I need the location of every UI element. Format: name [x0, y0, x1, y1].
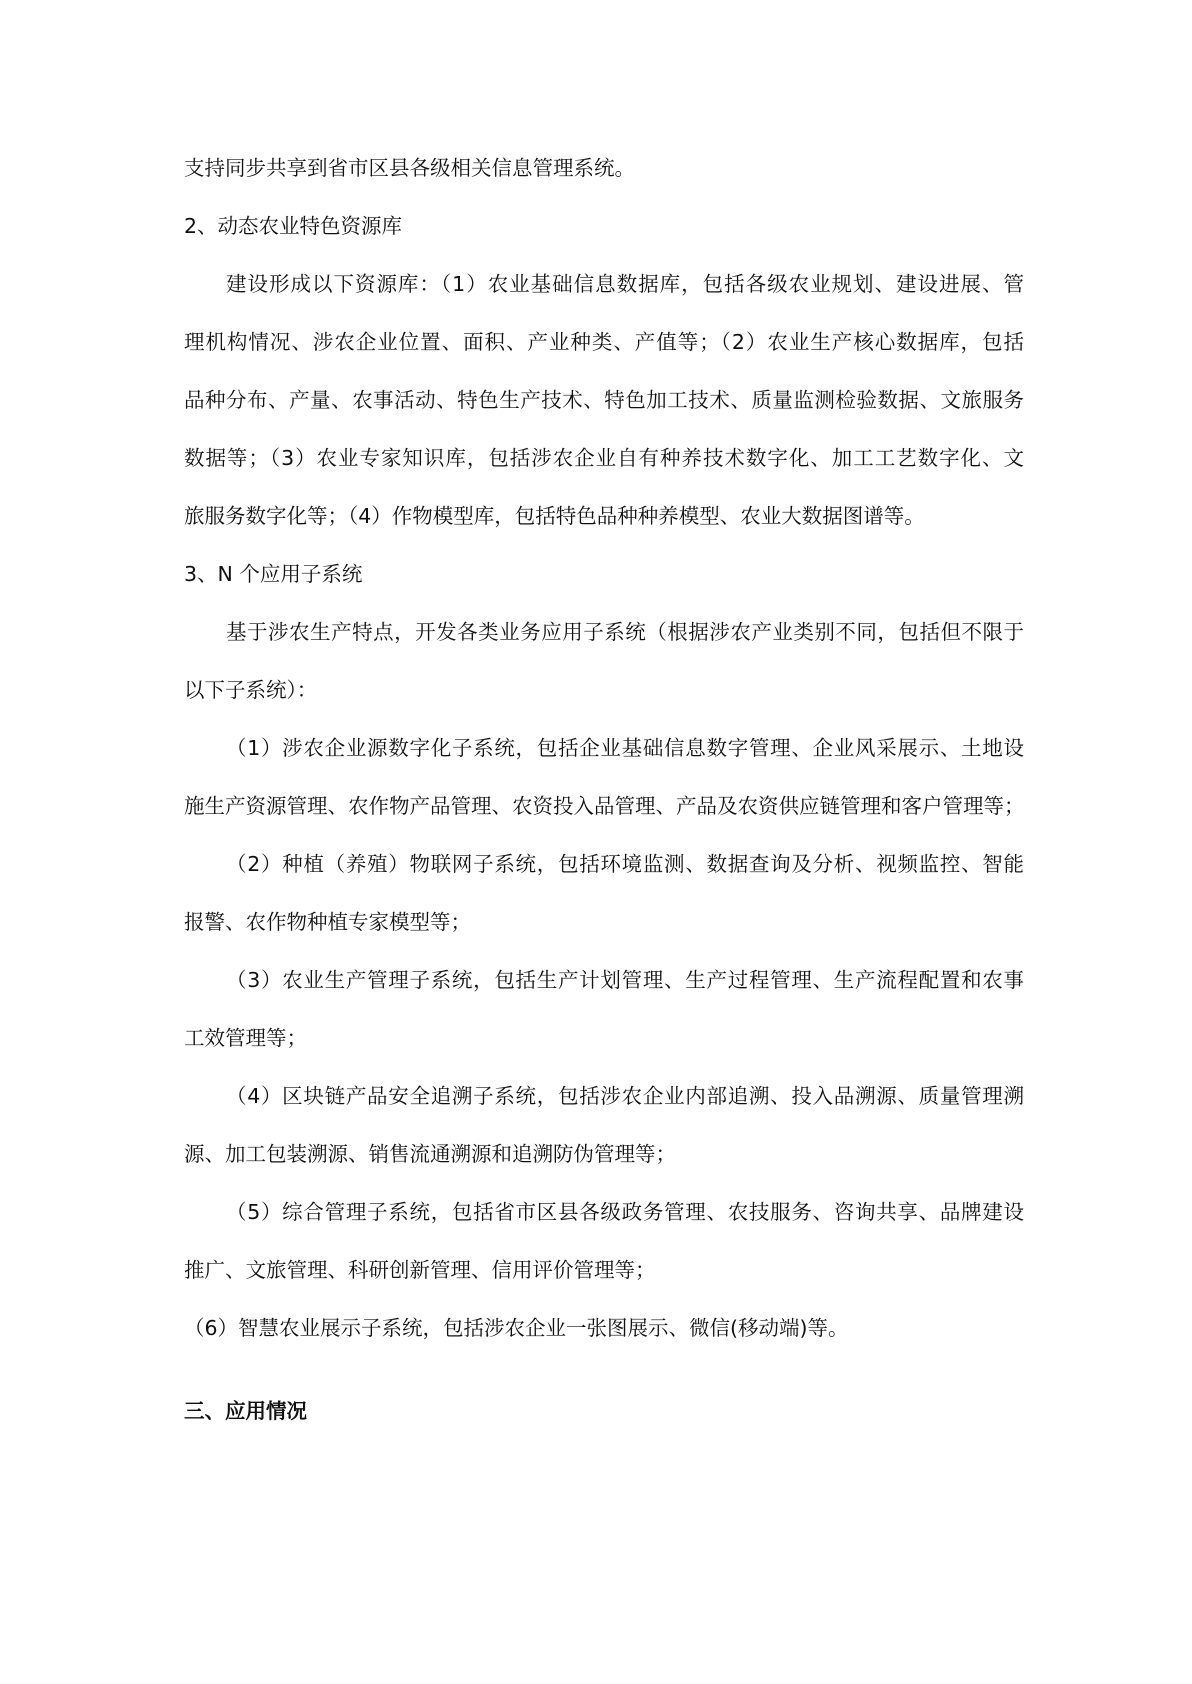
list-item-line: 推广、文旅管理、科研创新管理、信用评价管理等； [184, 1258, 656, 1282]
section-heading-bold: 三、应用情况 [184, 1399, 307, 1423]
paragraph-line: 建设形成以下资源库：（1）农业基础信息数据库，包括各级农业规划、建设进展、管 [226, 272, 1024, 296]
list-item-line: 施生产资源管理、农作物产品管理、农资投入品管理、产品及农资供应链管理和客户管理等； [184, 794, 1025, 818]
list-item-line: （2）种植（养殖）物联网子系统，包括环境监测、数据查询及分析、视频监控、智能 [226, 852, 1024, 876]
text-line: 支持同步共享到省市区县各级相关信息管理系统。 [184, 156, 635, 180]
paragraph-line: 理机构情况、涉农企业位置、面积、产业种类、产值等；（2）农业生产核心数据库，包括 [184, 330, 1024, 354]
list-item-line: （4）区块链产品安全追溯子系统，包括涉农企业内部追溯、投入品溯源、质量管理溯 [226, 1084, 1024, 1108]
list-item-line: （1）涉农企业源数字化子系统，包括企业基础信息数字管理、企业风采展示、土地设 [226, 736, 1024, 760]
list-item-line: （5）综合管理子系统，包括省市区县各级政务管理、农技服务、咨询共享、品牌建设 [226, 1200, 1024, 1224]
list-item-line: （6）智慧农业展示子系统，包括涉农企业一张图展示、微信(移动端)等。 [184, 1316, 849, 1340]
list-item-line: 工效管理等； [184, 1026, 307, 1050]
section-heading: 3、N 个应用子系统 [184, 562, 363, 586]
list-item-line: （3）农业生产管理子系统，包括生产计划管理、生产过程管理、生产流程配置和农事 [226, 968, 1024, 992]
section-heading: 2、动态农业特色资源库 [184, 214, 403, 238]
paragraph-line: 以下子系统）： [184, 678, 318, 702]
paragraph-line: 数据等；（3）农业专家知识库，包括涉农企业自有种养技术数字化、加工工艺数字化、文 [184, 446, 1024, 470]
list-item-line: 报警、农作物种植专家模型等； [184, 910, 471, 934]
paragraph-line: 旅服务数字化等；（4）作物模型库，包括特色品种种养模型、农业大数据图谱等。 [184, 504, 925, 528]
list-item-line: 源、加工包装溯源、销售流通溯源和追溯防伪管理等； [184, 1142, 676, 1166]
paragraph-line: 品种分布、产量、农事活动、特色生产技术、特色加工技术、质量监测检验数据、文旅服务 [184, 388, 1024, 412]
paragraph-line: 基于涉农生产特点，开发各类业务应用子系统（根据涉农产业类别不同，包括但不限于 [226, 620, 1024, 644]
